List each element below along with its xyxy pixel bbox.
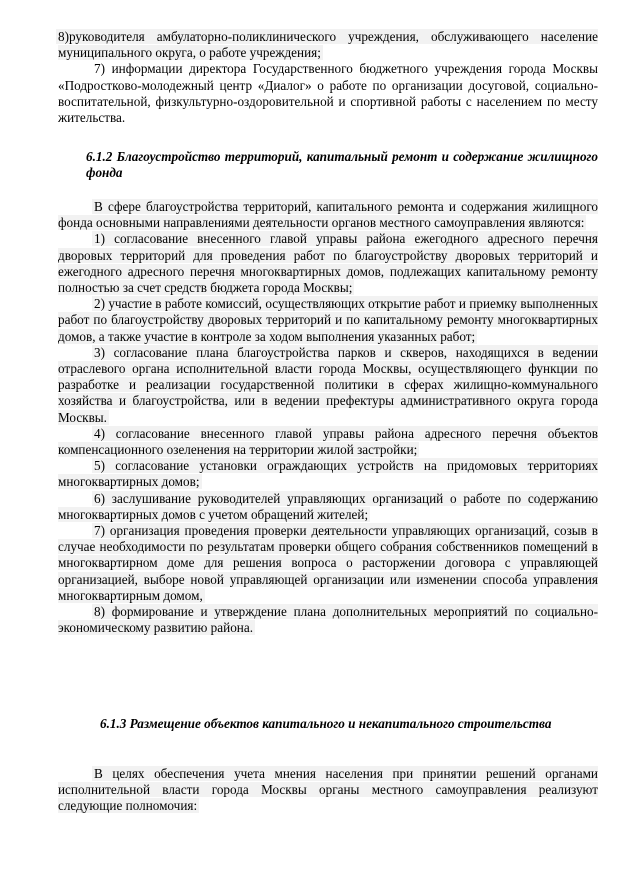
list-item-2: 2) участие в работе комиссий, осуществляющих открытие работ и приемку выполненных работ по благоустройству дворовых территорий и по капитальному ремонту многоквартирных домов, а также участие в контроле за ходом выполнения указанных работ; xyxy=(58,296,598,344)
section-block-3 xyxy=(58,766,598,815)
section-block-2 xyxy=(58,199,598,636)
list-item-4: 4) согласование внесенного главой управы района адресного перечня объектов компенсационного озеленения на территории жилой застройки; xyxy=(58,425,598,458)
list-item-3: 3) согласование плана благоустройства парков и скверов, находящихся в ведении отраслевого органа исполнительной власти города Москвы, осуществляющего функции по разработке и реализации государственной политики в сферах жилищно-коммунального хозяйства и благоустройства, или в ведении префектуры административного округа города Москвы. xyxy=(58,344,598,425)
paragraph-intro-6-1-3: В целях обеспечения учета мнения населения при принятии решений органами исполнительной власти города Москвы органы местного самоуправления реализуют следующие полномочия: xyxy=(58,766,598,814)
list-item-5: 5) согласование установки ограждающих устройств на придомовых территориях многоквартирных домов; xyxy=(58,458,598,490)
list-item-8: 8) формирование и утверждение плана дополнительных мероприятий по социально-экономическому развитию района. xyxy=(58,604,598,636)
heading-6-1-3: 6.1.3 Размещение объектов капитального и некапитального строительства xyxy=(100,716,552,731)
intro-paragraph: В сфере благоустройства территорий, капитального ремонта и содержания жилищного фонда основными направлениями деятельности органов местного самоуправления являются: xyxy=(58,199,598,231)
list-item-6: 6) заслушивание руководителей управляющих организаций о работе по содержанию многоквартирных домов с учетом обращений жителей; xyxy=(58,490,598,522)
list-item-1: 1) согласование внесенного главой управы района ежегодного адресного перечня дворовых территорий для проведения работ по благоустройству дворовых территорий и ежегодного адресного перечня многоквартирных домов, подлежащих капитальному ремонту полностью за счет средств бюджета города Москвы; xyxy=(58,231,598,296)
list-item-7: 7) организация проведения проверки деятельности управляющих организаций, созыв в случае необходимости по результатам проверки общего собрания собственников помещений в многоквартирном доме для решения вопроса о расторжении договора с управляющей организацией, выборе новой управляющей организации или изменении способа управления многоквартирным домом, xyxy=(58,523,598,603)
paragraph-item-8: 8)руководителя амбулаторно-поликлинического учреждения, обслуживающего население муниципального округа, о работе учреждения; xyxy=(58,29,598,61)
section-block-1 xyxy=(58,29,598,126)
paragraph-item-7: 7) информации директора Государственного бюджетного учреждения города Москвы «Подростково-молодежный центр «Диалог» о работе по организации досуговой, социально-воспитательной, физкультурно-оздоровительной и спортивной работы с населением по месту жительства. xyxy=(58,61,598,126)
heading-6-1-2: 6.1.2 Благоустройство территорий, капитальный ремонт и содержание жилищного фонда xyxy=(86,149,598,181)
